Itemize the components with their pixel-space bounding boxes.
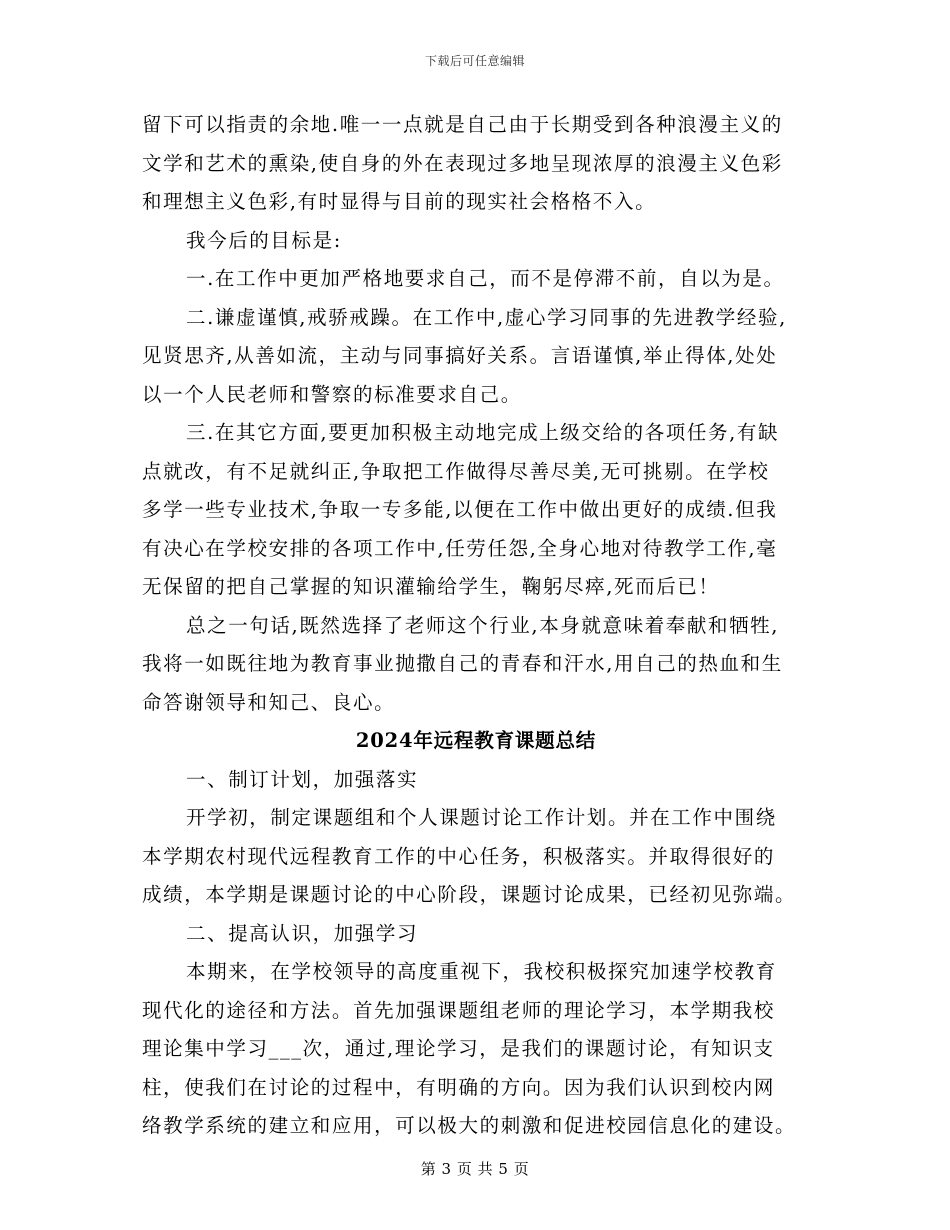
paragraph-line: 开学初，制定课题组和个人课题讨论工作计划。并在工作中围绕: [186, 806, 777, 829]
body-line: 多学一些专业技术,争取一专多能,以便在工作中做出更好的成绩.但我: [142, 498, 778, 521]
body-line: 我将一如既往地为教育事业抛撒自己的青春和汗水,用自己的热血和生: [142, 652, 783, 675]
body-line: 有决心在学校安排的各项工作中,任劳任怨,全身心地对待教学工作,毫: [142, 536, 778, 560]
body-line: 见贤思齐,从善如流，主动与同事搞好关系。言语谨慎,举止得体,处处: [142, 344, 778, 367]
body-line: 无保留的把自己掌握的知识灌输给学生，鞠躬尽瘁,死而后已！: [142, 575, 720, 598]
paragraph-line: 一.在工作中更加严格地要求自己，而不是停滞不前，自以为是。: [186, 267, 785, 290]
body-line: 文学和艺术的熏染,使自身的外在表现过多地呈现浓厚的浪漫主义色彩: [142, 151, 783, 175]
body-line: 点就改，有不足就纠正,争取把工作做得尽善尽美,无可挑剔。在学校: [142, 459, 770, 483]
document-body: [142, 106, 810, 1146]
body-line: 本学期农村现代远程教育工作的中心任务，积极落实。并取得很好的: [142, 844, 776, 868]
paragraph-line: 总之一句话,既然选择了老师这个行业,本身就意味着奉献和牺牲,: [186, 613, 780, 637]
body-line: 现代化的途径和方法。首先加强课题组老师的理论学习，本学期我校: [142, 998, 776, 1022]
body-line: 成绩，本学期是课题讨论的中心阶段，课题讨论成果，已经初见弥端。: [142, 883, 797, 906]
section-heading: 一、制订计划，加强落实: [186, 767, 419, 791]
section-title: 2024年远程教育课题总结: [355, 729, 597, 752]
body-line: 以一个人民老师和警察的标准要求自己。: [142, 382, 522, 406]
page-footer: 第 3 页 共 5 页: [420, 1160, 530, 1178]
paragraph-line: 三.在其它方面,要更加积极主动地完成上级交给的各项任务,有缺: [186, 421, 780, 444]
body-line: 柱，使我们在讨论的过程中，有明确的方向。因为我们认识到校内网: [142, 1075, 776, 1099]
section-heading: 二、提高认识，加强学习: [186, 921, 419, 945]
body-line: 命答谢领导和知己、良心。: [142, 690, 396, 714]
page-header: 下载后可任意编辑: [424, 54, 525, 68]
paragraph-line: 二.谦虚谨慎,戒骄戒躁。在工作中,虚心学习同事的先进教学经验,: [186, 305, 787, 329]
paragraph-line: 本期来，在学校领导的高度重视下，我校积极探究加速学校教育: [186, 960, 777, 983]
paragraph-line: 我今后的目标是:: [186, 228, 342, 252]
body-line: 理论集中学习___次，通过,理论学习，是我们的课题讨论，有知识支: [142, 1037, 775, 1060]
body-line: 留下可以指责的余地.唯一一点就是自己由于长期受到各种浪漫主义的: [142, 113, 783, 136]
body-line: 络教学系统的建立和应用，可以极大的刺激和促进校园信息化的建设。: [142, 1114, 797, 1137]
body-line: 和理想主义色彩,有时显得与目前的现实社会格格不入。: [142, 190, 657, 213]
